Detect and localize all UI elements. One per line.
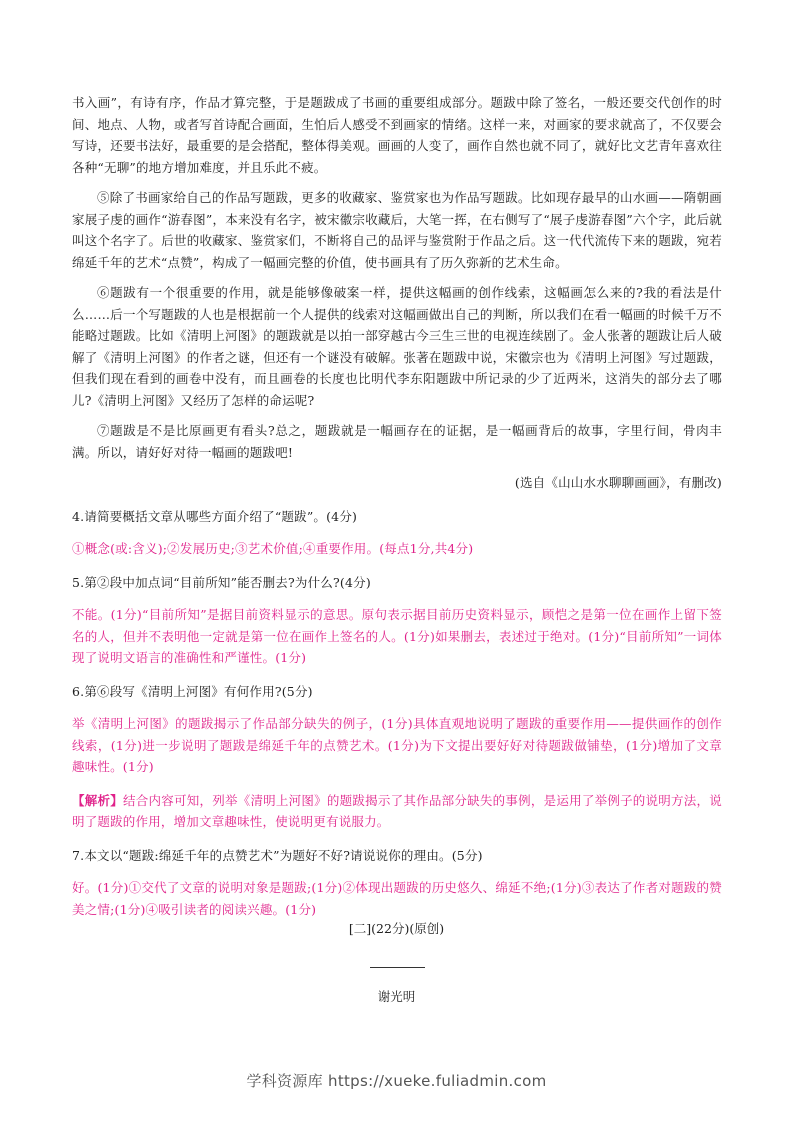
answer-6: 举《清明上河图》的题跋揭示了作品部分缺失的例子，(1分)具体直观地说明了题跋的重要作用——提供画作的创作线索，(1分)进一步说明了题跋是绵延千年的点赞艺术。(1分)为下文提出要好好对待题跋做铺垫，(1分)增加了文章趣味性。(1分) — [72, 716, 722, 774]
answer-5: 不能。(1分)“目前所知”是据目前资料显示的意思。原句表示据目前历史资料显示，顾恺之是第一位在画作上留下签名的人，但并不表明他一定就是第一位在画作上签名的人。(1分)如果删去，表述过于绝对。(1分)“目前所知”一词体现了说明文语言的准确性和严谨性。(1分) — [72, 607, 722, 665]
document-body — [72, 92, 722, 932]
paragraph-6: ⑥题跋有一个很重要的作用，就是能够像破案一样，提供这幅画的创作线索，这幅画怎么来的?我的看法是什么……后一个写题跋的人也是根据前一个人提供的线索对这幅画做出自己的判断，所以我们在看一幅画的时候千万不能略过题跋。比如《清明上河图》的题跋就是以拍一部穿越古今三生三世的电视连续剧了。金人张著的题跋让后人破解了《清明上河图》的作者之谜，但还有一个谜没有破解。张著在题跋中说，宋徽宗也为《清明上河图》写过题跋，但我们现在看到的画卷中没有，而且画卷的长度也比明代李东阳题跋中所记录的少了近两米，这消失的部分去了哪儿?《清明上河图》又经历了怎样的命运呢? — [72, 285, 722, 408]
answer-7: 好。(1分)①交代了文章的说明对象是题跋;(1分)②体现出题跋的历史悠久、绵延不绝;(1分)③表达了作者对题跋的赞美之情;(1分)④吸引读者的阅读兴趣。(1分) — [72, 880, 722, 917]
paragraph-5: ⑤除了书画家给自己的作品写题跋，更多的收藏家、鉴赏家也为作品写题跋。比如现存最早的山水画——隋朝画家展子虔的画作“游春图”，本来没有名字，被宋徽宗收藏后，大笔一挥，在右侧写了“展子虔游春图”六个字，此后就叫这个名字了。后世的收藏家、鉴赏家们，不断将自己的品评与鉴赏附于作品之后。这一代代流传下来的题跋，宛若绵延千年的艺术“点赞”，构成了一幅画完整的价值，使书画具有了历久弥新的艺术生命。 — [72, 190, 722, 270]
question-4: 4.请简要概括文章从哪些方面介绍了“题跋”。(4分) — [72, 508, 358, 524]
paragraph-4-end: 书入画”，有诗有序，作品才算完整，于是题跋成了书画的重要组成部分。题跋中除了签名，一般还要交代创作的时间、地点、人物，或者写首诗配合画面，生怕后人感受不到画家的情绪。这样一来，对画家的要求就高了，不仅要会写诗，还要书法好，最重要的是会搭配，整体得美观。画画的人变了，画作自然也就不同了，就好比文艺青年喜欢往各种“无聊”的地方增加难度，并且乐此不疲。 — [72, 95, 722, 175]
analysis-tag: 【解析】 — [72, 792, 123, 808]
paragraph-7: ⑦题跋是不是比原画更有看头?总之，题跋就是一幅画存在的证据，是一幅画背后的故事，字里行间，骨肉丰满。所以，请好好对待一幅画的题跋吧! — [72, 423, 722, 460]
footer-watermark: 学科资源库 https://xueke.fuliadmin.com — [246, 1072, 547, 1090]
section-title: [二](22分)(原创) — [348, 921, 445, 936]
analysis-6 — [72, 790, 722, 833]
question-6: 6.第⑥段写《清明上河图》有何作用?(5分) — [72, 683, 313, 699]
source-citation: (选自《山山水水聊聊画画》，有删改) — [514, 475, 722, 490]
analysis-text: 结合内容可知，列举《清明上河图》的题跋揭示了其作品部分缺失的事例，是运用了举例子的说明方法，说明了题跋的作用，增加文章趣味性，使说明更有说服力。 — [72, 792, 722, 829]
answer-4: ①概念(或:含义);②发展历史;③艺术价值;④重要作用。(每点1分,共4分) — [72, 541, 474, 556]
title-blank-line — [370, 967, 425, 968]
question-7: 7.本文以“题跋:绵延千年的点赞艺术”为题好不好?请说说你的理由。(5分) — [72, 847, 483, 863]
author-name: 谢光明 — [377, 989, 416, 1004]
question-5: 5.第②段中加点词“目前所知”能否删去?为什么?(4分) — [72, 574, 371, 590]
